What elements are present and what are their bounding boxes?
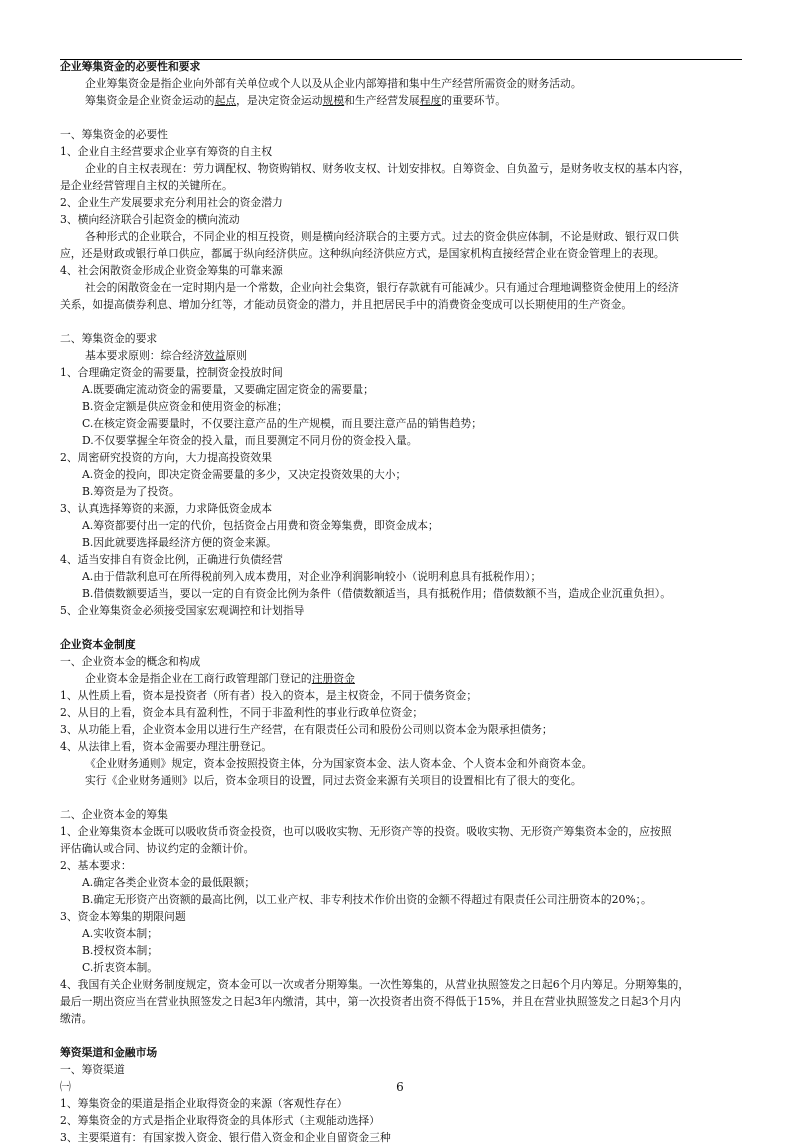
list-item: B.借债数额要适当，要以一定的自有资金比例为条件（借债数额适当，具有抵税作用；借债数额不当，造成企业沉重负担）。 <box>82 587 671 600</box>
list-item: 2、筹集资金的方式是指企业取得资金的具体形式（主观能动选择） <box>60 1114 380 1127</box>
list-item: 1、企业筹集资本金既可以吸收货币资金投资，也可以吸收实物、无形资产等的投资。吸收实物、无形资产筹集资本金的，应按照 <box>60 825 672 838</box>
section-title-financing: 企业筹集资金的必要性和要求 <box>60 60 201 73</box>
list-item: A.确定各类企业资本金的最低限额； <box>82 876 256 889</box>
page-number: 6 <box>396 1080 404 1094</box>
list-item: B.授权资本制； <box>82 944 159 957</box>
list-item: A.筹资都要付出一定的代价，包括资金占用费和资金筹集费，即资金成本； <box>82 519 439 532</box>
subheading: 一、企业资本金的概念和构成 <box>60 655 201 668</box>
section-title-capital: 企业资本金制度 <box>60 638 136 651</box>
paragraph: 应，还是财政或银行单口供应，都属于纵向经济供应。这种纵向经济供应方式，是国家机构直接经营企业在资金管理上的表现。 <box>60 247 665 260</box>
list-item: 1、从性质上看，资本是投资者（所有者）投入的资本，是主权资金，不同于债务资金； <box>60 689 478 702</box>
paragraph: 基本要求原则：综合经济效益原则 <box>85 349 247 362</box>
list-item: 3、资金本筹集的期限问题 <box>60 910 186 923</box>
list-item: 5、企业筹集资金必须接受国家宏观调控和计划指导 <box>60 604 305 617</box>
list-item: 4、我国有关企业财务制度规定，资本金可以一次或者分期筹集。一次性筹集的，从营业执照签发之日起6个月内筹足。分期筹集的， <box>60 978 690 991</box>
paragraph: 各种形式的企业联合，不同企业的相互投资，则是横向经济联合的主要方式。过去的资金供应体制，不论是财政、银行双口供 <box>85 230 679 243</box>
list-item: 4、适当安排自有资金比例，正确进行负债经营 <box>60 553 283 566</box>
list-item: 3、横向经济联合引起资金的横向流动 <box>60 213 240 226</box>
subheading: 一、筹资渠道 <box>60 1063 125 1076</box>
paragraph: 是企业经营管理自主权的关键所在。 <box>60 179 233 192</box>
paragraph: 企业的自主权表现在：劳力调配权、物资购销权、财务收支权、计划安排权。自筹资金、自负盈亏，是财务收支权的基本内容， <box>85 162 690 175</box>
list-item: A.由于借款利息可在所得税前列入成本费用，对企业净利润影响较小（说明利息具有抵税作用）； <box>82 570 542 583</box>
paragraph: 关系，如提高债券利息、增加分红等，才能动员资金的潜力，并且把居民手中的消费资金变成可以长期使用的生产资金。 <box>60 298 633 311</box>
paragraph: 实行《企业财务通则》以后，资本金项目的设置，同过去资金来源有关项目的设置相比有了很大的变化。 <box>85 774 582 787</box>
list-item: C.在核定资金需要量时，不仅要注意产品的生产规模，而且要注意产品的销售趋势； <box>82 417 482 430</box>
list-item: 2、从目的上看，资金本具有盈利性，不同于非盈利性的事业行政单位资金； <box>60 706 424 719</box>
paragraph: 缴清。 <box>60 1012 93 1025</box>
list-item: B.确定无形资产出资额的最高比例，以工业产权、非专利技术作价出资的金额不得超过有限责任公司注册资本的20%；。 <box>82 893 652 906</box>
list-item: B.因此就要选择最经济方便的资金来源。 <box>82 536 277 549</box>
paragraph: 最后一期出资应当在营业执照签发之日起3年内缴清，其中，第一次投资者出资不得低于15%，并且在营业执照签发之日起3个月内 <box>60 995 681 1008</box>
section-title-channels: 筹资渠道和金融市场 <box>60 1046 158 1059</box>
list-item: 4、从法律上看，资本金需要办理注册登记。 <box>60 740 273 753</box>
list-item: 1、企业自主经营要求企业享有筹资的自主权 <box>60 145 273 158</box>
list-item: B.筹资是为了投资。 <box>82 485 180 498</box>
list-item: 3、认真选择筹资的来源，力求降低资金成本 <box>60 502 273 515</box>
paragraph: 企业资本金是指企业在工商行政管理部门登记的注册资金 <box>85 672 355 685</box>
list-item: B.资金定额是供应资金和使用资金的标准； <box>82 400 288 413</box>
paragraph: 评估确认或合同、协议约定的金额计价。 <box>60 842 255 855</box>
list-item: A.资金的投向，即决定资金需要量的多少，又决定投资效果的大小； <box>82 468 407 481</box>
subheading: 二、筹集资金的要求 <box>60 332 158 345</box>
list-item: 4、社会闲散资金形成企业资金筹集的可靠来源 <box>60 264 283 277</box>
list-item: D.不仅要掌握全年资金的投入量，而且要测定不同月份的资金投入量。 <box>82 434 418 447</box>
list-item: 3、主要渠道有：有国家拨入资金、银行借入资金和企业自留资金三种 <box>60 1131 391 1144</box>
list-item: C.折衷资本制。 <box>82 961 159 974</box>
list-item: 1、合理确定资金的需要量，控制资金投放时间 <box>60 366 283 379</box>
paragraph: 《企业财务通则》规定，资本金按照投资主体，分为国家资本金、法人资本金、个人资本金和外商资本金。 <box>85 757 593 770</box>
list-item: 2、周密研究投资的方向，大力提高投资效果 <box>60 451 273 464</box>
document-page <box>60 58 740 1146</box>
list-item: 2、基本要求： <box>60 859 132 872</box>
subheading: 二、企业资本金的筹集 <box>60 808 168 821</box>
subheading-marker: ㈠ <box>60 1080 71 1093</box>
list-item: 3、从功能上看，企业资本金用以进行生产经营，在有限责任公司和股份公司则以资本金为限承担债务； <box>60 723 553 736</box>
list-item: 1、筹集资金的渠道是指企业取得资金的来源（客观性存在） <box>60 1097 348 1110</box>
list-item: A.既要确定流动资金的需要量，又要确定固定资金的需要量； <box>82 383 374 396</box>
paragraph: 社会的闲散资金在一定时期内是一个常数，企业向社会集资，银行存款就有可能减少。只有通过合理地调整资金使用上的经济 <box>85 281 679 294</box>
list-item: 2、企业生产发展要求充分利用社会的资金潜力 <box>60 196 283 209</box>
subheading: 一、筹集资金的必要性 <box>60 128 168 141</box>
paragraph: 企业筹集资金是指企业向外部有关单位或个人以及从企业内部筹措和集中生产经营所需资金的财务活动。 <box>85 77 582 90</box>
paragraph: 筹集资金是企业资金运动的起点，是决定资金运动规模和生产经营发展程度的重要环节。 <box>85 94 507 107</box>
list-item: A.实收资本制； <box>82 927 159 940</box>
